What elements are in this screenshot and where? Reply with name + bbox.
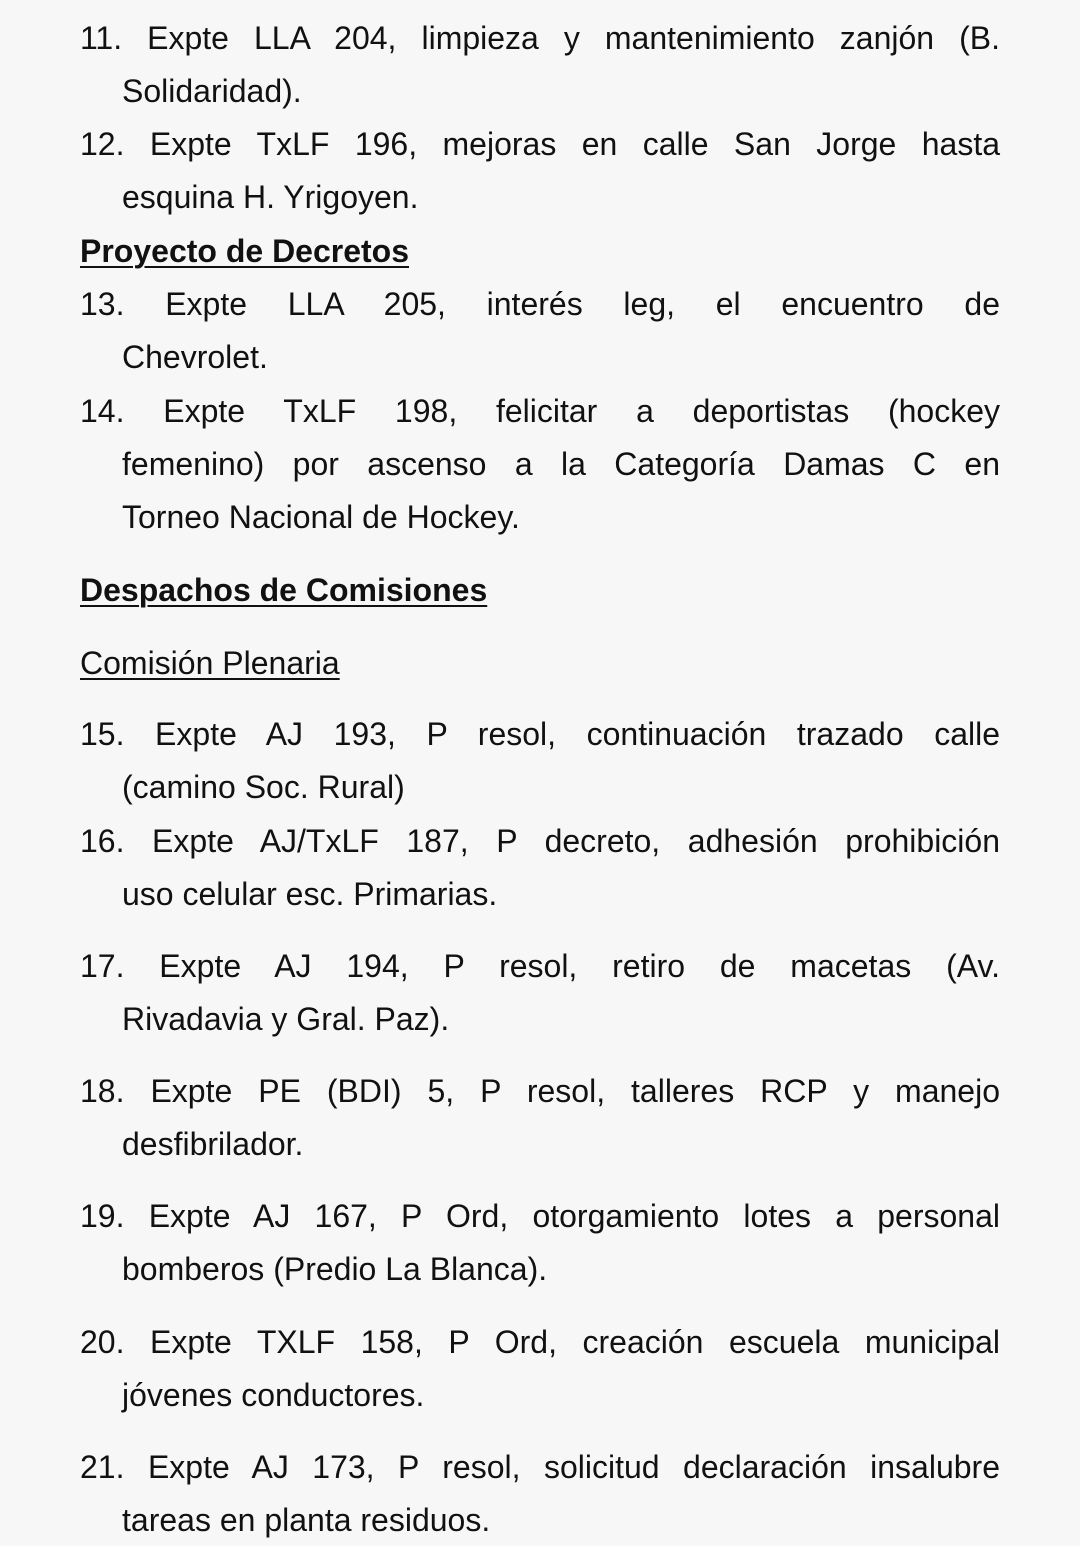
subsection-heading-plenaria: Comisión Plenaria [80,645,340,681]
list-item [80,1441,1000,1546]
list-item-line: 21. Expte AJ 173, P resol, solicitud declaración insalubre [80,1449,1000,1485]
list-item-line: Solidaridad). [122,73,302,109]
list-item-line: desfibrilador. [122,1126,304,1162]
section-heading-despachos: Despachos de Comisiones [80,572,488,608]
list-item [80,385,1000,544]
list-item-line: tareas en planta residuos. [122,1502,491,1538]
list-item-line: 13. Expte LLA 205, interés leg, el encuentro de [80,286,1000,322]
section-heading-decretos: Proyecto de Decretos [80,233,410,269]
list-item [80,1065,1000,1171]
list-item-line: 12. Expte TxLF 196, mejoras en calle San Jorge hasta [80,126,1000,162]
list-item [80,12,1000,118]
list-item-line: (camino Soc. Rural) [122,769,405,805]
list-item-line: Torneo Nacional de Hockey. [122,499,520,535]
list-item-line: Rivadavia y Gral. Paz). [122,1001,450,1037]
list-item [80,940,1000,1046]
list-item-line: 14. Expte TxLF 198, felicitar a deportistas (hockey [80,393,1000,429]
list-item-line: 19. Expte AJ 167, P Ord, otorgamiento lotes a personal [80,1198,1000,1234]
list-item-line: 20. Expte TXLF 158, P Ord, creación escuela municipal [80,1324,1000,1360]
list-item-line: esquina H. Yrigoyen. [122,179,419,215]
list-item-line: 11. Expte LLA 204, limpieza y mantenimiento zanjón (B. [80,20,1000,56]
list-item-line: jóvenes conductores. [122,1377,425,1413]
list-item-line: 18. Expte PE (BDI) 5, P resol, talleres RCP y manejo [80,1073,1000,1109]
list-item [80,118,1000,224]
list-item [80,708,1000,814]
list-item-line: femenino) por ascenso a la Categoría Damas C en [122,446,1000,482]
list-item [80,815,1000,921]
list-item [80,278,1000,384]
list-item-line: 16. Expte AJ/TxLF 187, P decreto, adhesión prohibición [80,823,1000,859]
list-item [80,1190,1000,1296]
list-item-line: bomberos (Predio La Blanca). [122,1251,548,1287]
list-item-line: uso celular esc. Primarias. [122,876,498,912]
list-item-line: 15. Expte AJ 193, P resol, continuación trazado calle [80,716,1000,752]
list-item-line: Chevrolet. [122,339,268,375]
list-item [80,1316,1000,1422]
list-item-line: 17. Expte AJ 194, P resol, retiro de macetas (Av. [80,948,1000,984]
